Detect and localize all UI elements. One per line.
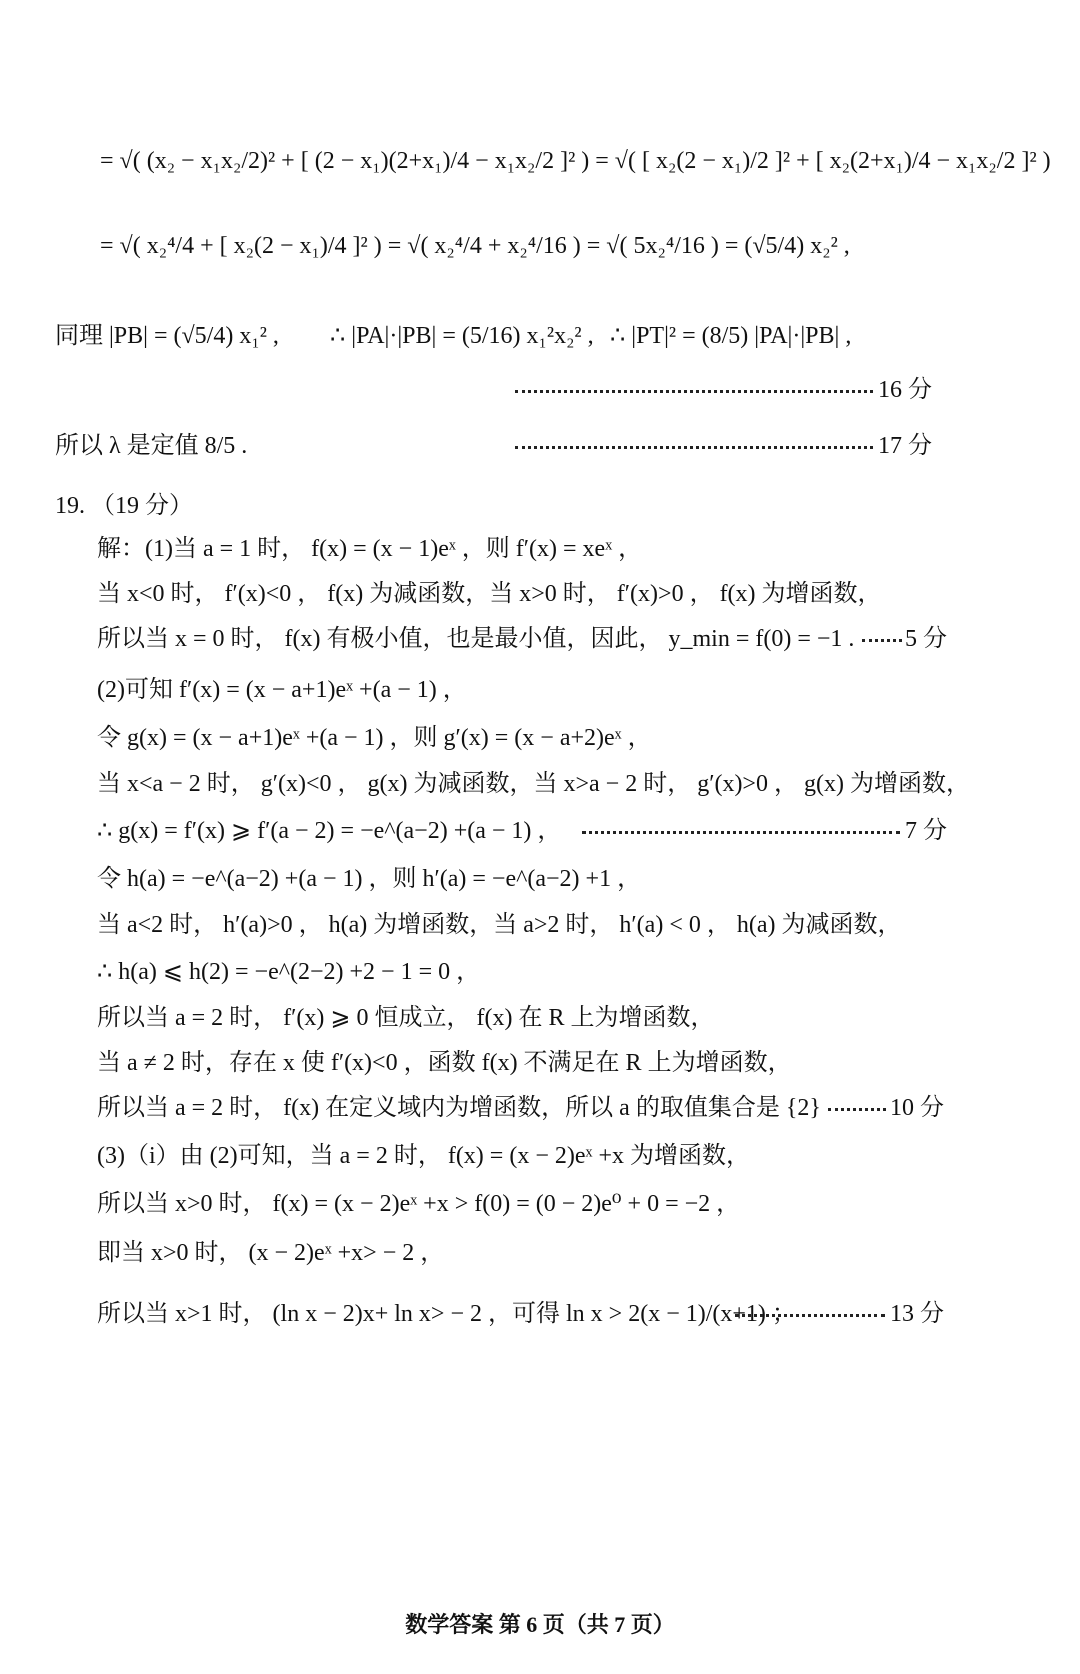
solution-line-6: 当 x<a − 2 时， g′(x)<0 ， g(x) 为减函数，当 x>a − 2 时， g′(x)>0 ， g(x) 为增函数，	[97, 771, 970, 797]
score-leader-17	[515, 446, 873, 449]
equation-line-2: = √( x₂⁴/4 + [ x₂(2 − x₁)/4 ]² ) = √( x₂⁴/4 + x₂⁴/16 ) = √( 5x₂⁴/16 ) = (√5/4) x₂² ,	[100, 233, 850, 259]
score-7: 7 分	[905, 818, 947, 844]
page-footer: 数学答案 第 6 页（共 7 页）	[405, 1612, 675, 1637]
question-19-header: 19. （19 分）	[55, 493, 193, 519]
solution-line-13: 所以当 a = 2 时， f(x) 在定义域内为增函数，所以 a 的取值集合是 {2}	[97, 1095, 821, 1121]
score-16: 16 分	[878, 377, 932, 403]
score-leader-13	[735, 1314, 885, 1317]
solution-line-2: 当 x<0 时， f′(x)<0 ， f(x) 为减函数，当 x>0 时， f′(x)>0 ， f(x) 为增函数，	[97, 581, 882, 607]
score-17: 17 分	[878, 433, 932, 459]
score-10: 10 分	[890, 1095, 944, 1121]
score-leader-7	[582, 831, 900, 834]
solution-line-7: ∴ g(x) = f′(x) ⩾ f′(a − 2) = −e^(a−2) +(a − 1) ，	[97, 818, 562, 844]
solution-line-11: 所以当 a = 2 时， f′(x) ⩾ 0 恒成立， f(x) 在 R 上为增函数，	[97, 1005, 715, 1031]
score-leader-10	[828, 1108, 886, 1111]
solution-line-1: 解：(1)当 a = 1 时， f(x) = (x − 1)eˣ ，则 f′(x) = xeˣ ，	[97, 536, 643, 562]
solution-line-3: 所以当 x = 0 时， f(x) 有极小值，也是最小值，因此， y_min = f(0) = −1 .	[97, 626, 855, 652]
pt-squared-line: ∴ |PT|² = (8/5) |PA|·|PB| ,	[610, 323, 852, 349]
score-5: 5 分	[905, 626, 947, 652]
equation-line-1: = √( (x₂ − x₁x₂/2)² + [ (2 − x₁)(2+x₁)/4 − x₁x₂/2 ]² ) = √( [ x₂(2 − x₁)/2 ]² + [ x₂(2+x₁)/4 − x₁x₂/2 ]² )	[100, 148, 1051, 174]
pb-length-line: 同理 |PB| = (√5/4) x₁² ,	[55, 323, 279, 349]
solution-line-9: 当 a<2 时， h′(a)>0 ， h(a) 为增函数，当 a>2 时， h′(a) < 0 ， h(a) 为减函数，	[97, 912, 902, 938]
solution-line-5: 令 g(x) = (x − a+1)eˣ +(a − 1) ，则 g′(x) = (x − a+2)eˣ ，	[97, 725, 652, 751]
solution-line-10: ∴ h(a) ⩽ h(2) = −e^(2−2) +2 − 1 = 0 ，	[97, 959, 481, 985]
score-leader-16	[515, 390, 873, 393]
solution-line-16: 即当 x>0 时， (x − 2)eˣ +x> − 2 ，	[97, 1240, 445, 1266]
solution-line-17: 所以当 x>1 时， (ln x − 2)x+ ln x> − 2 ，可得 ln x > 2(x − 1)/(x+1) ；	[97, 1301, 796, 1327]
solution-line-15: 所以当 x>0 时， f(x) = (x − 2)eˣ +x > f(0) = (0 − 2)e⁰ + 0 = −2 ，	[97, 1191, 741, 1217]
score-leader-5	[862, 639, 902, 642]
solution-line-12: 当 a ≠ 2 时，存在 x 使 f′(x)<0 ，函数 f(x) 不满足在 R 上为增函数，	[97, 1050, 792, 1076]
lambda-constant-line: 所以 λ 是定值 8/5 .	[55, 433, 248, 459]
solution-line-4: (2)可知 f′(x) = (x − a+1)eˣ +(a − 1) ，	[97, 677, 467, 703]
score-13: 13 分	[890, 1301, 944, 1327]
solution-line-8: 令 h(a) = −e^(a−2) +(a − 1) ，则 h′(a) = −e^(a−2) +1 ，	[97, 866, 642, 892]
solution-line-14: (3)（i）由 (2)可知，当 a = 2 时， f(x) = (x − 2)eˣ +x 为增函数，	[97, 1143, 750, 1169]
pa-pb-product-line: ∴ |PA|·|PB| = (5/16) x₁²x₂² ,	[330, 323, 594, 349]
